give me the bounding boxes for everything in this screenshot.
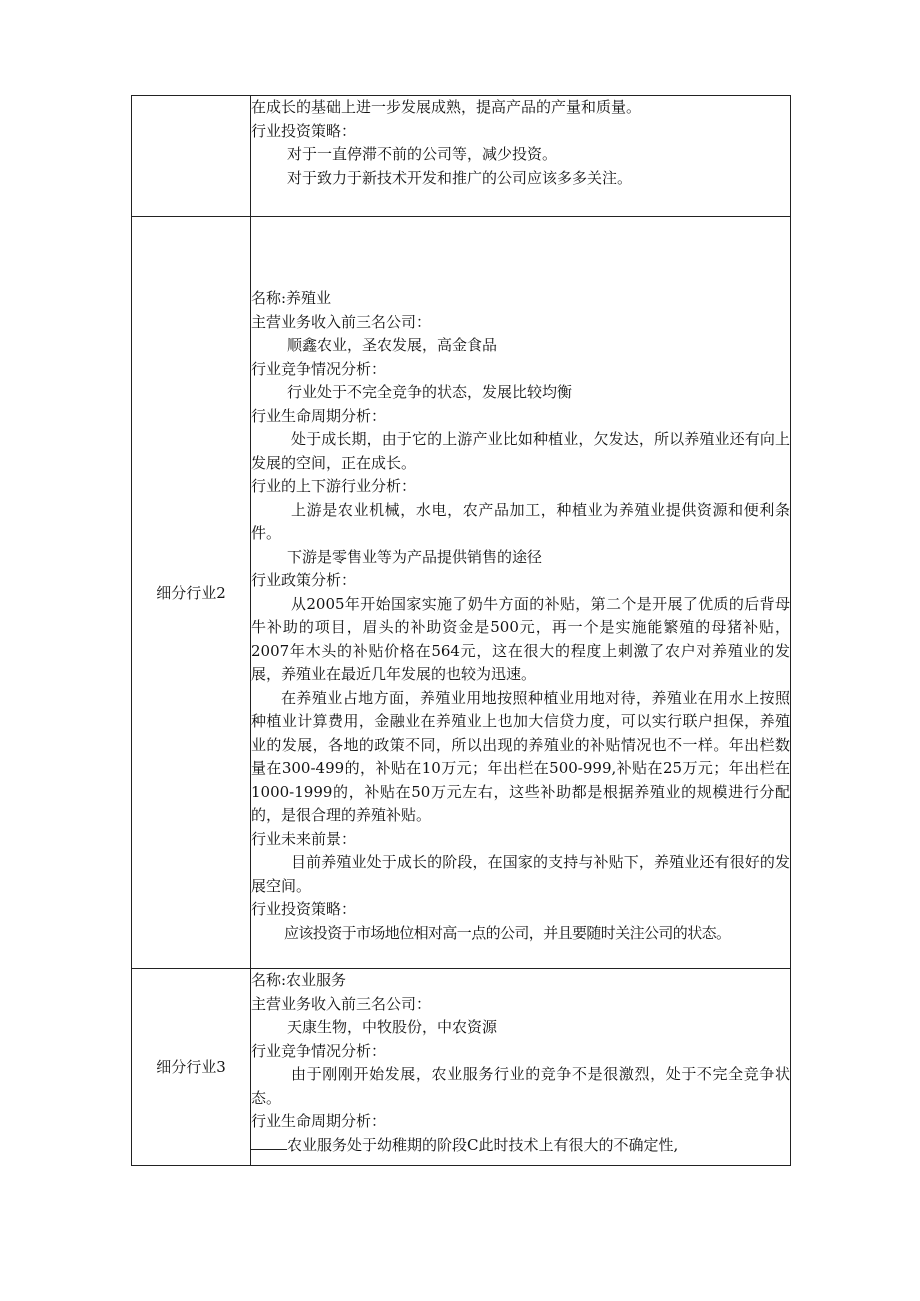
lifecycle-text: 农业服务处于幼稚期的阶段C此时技术上有很大的不确定性, xyxy=(287,1135,679,1154)
row-label-empty xyxy=(132,96,251,217)
industry-analysis-table xyxy=(131,95,791,1166)
section-heading: 行业未来前景： xyxy=(251,829,357,848)
section-heading: 行业生命周期分析： xyxy=(251,1112,387,1130)
section-heading: 行业竞争情况分析： xyxy=(251,359,387,378)
policy-text-1: 从2005年开始国家实施了奶牛方面的补贴，第二个是开展了优质的后背母牛补助的项目，眉头的补助资金是500元，再一个是实施能繁殖的母猪补贴，2007年木头的补贴价格在564元，这在很大的程度上刺激了农户对养殖业的发展，养殖业在最近几年发展的也较为迅速。 xyxy=(251,594,790,683)
upstream-text: 上游是农业机械，水电，农产品加工，种植业为养殖业提供资源和便利条件。 xyxy=(251,500,790,542)
table-row-continuation xyxy=(132,96,791,217)
section-heading: 主营业务收入前三名公司： xyxy=(251,312,432,331)
table-row-subindustry-3 xyxy=(132,969,791,1166)
section-heading: 行业投资策略： xyxy=(251,900,357,918)
section-heading: 行业竞争情况分析： xyxy=(251,1041,387,1060)
row-content-subindustry-2 xyxy=(251,217,791,969)
text-line: 对于致力于新技术开发和推广的公司应该多多关注。 xyxy=(287,168,633,187)
row-label-subindustry-3: 细分行业3 xyxy=(132,969,251,1166)
industry-name: 名称:农业服务 xyxy=(251,971,347,989)
competition-text: 行业处于不完全竞争的状态，发展比较均衡 xyxy=(287,383,573,401)
table-row-subindustry-2 xyxy=(132,217,791,969)
lifecycle-text: 处于成长期，由于它的上游产业比如种植业，欠发达，所以养殖业还有向上发展的空间，正在成长。 xyxy=(251,430,790,472)
top3-companies: 顺鑫农业，圣农发展，高金食品 xyxy=(287,336,498,354)
section-heading: 行业的上下游行业分析： xyxy=(251,477,417,495)
section-heading: 行业生命周期分析： xyxy=(251,406,387,425)
row-content-subindustry-3 xyxy=(251,969,791,1166)
future-text: 目前养殖业处于成长的阶段，在国家的支持与补贴下，养殖业还有很好的发展空间。 xyxy=(251,853,790,895)
section-heading: 行业政策分析： xyxy=(251,571,357,589)
row-content-continuation xyxy=(251,96,791,217)
strategy-text: 应该投资于市场地位相对高一点的公司，并且要随时关注公司的状态。 xyxy=(284,923,731,942)
text-line: 对于一直停滞不前的公司等，减少投资。 xyxy=(287,145,558,163)
text-line: 在成长的基础上进一步发展成熟，提高产品的产量和质量。 xyxy=(251,98,642,116)
policy-text-2: 在养殖业占地方面，养殖业用地按照种植业用地对待，养殖业在用水上按照种植业计算费用，金融业在养殖业上也加大信贷力度，可以实行联户担保，养殖业的发展，各地的政策不同，所以出现的养殖业的补贴情况也不一样。年出栏数量在300-499的，补贴在10万元；年出栏在500-999,补贴在25万元；年出栏在1000-1999的，补贴在50万元左右，这些补助都是根据养殖业的规模进行分配的，是很合理的养殖补贴。 xyxy=(251,688,790,824)
downstream-text: 下游是零售业等为产品提供销售的途径 xyxy=(287,547,543,566)
section-heading: 主营业务收入前三名公司： xyxy=(251,994,432,1013)
row-label-subindustry-2: 细分行业2 xyxy=(132,217,251,969)
section-heading: 行业投资策略： xyxy=(251,121,357,140)
industry-name: 名称:养殖业 xyxy=(251,289,332,307)
lifecycle-line xyxy=(251,1134,790,1158)
competition-text: 由于刚刚开始发展，农业服务行业的竞争不是很激烈，处于不完全竞争状态。 xyxy=(251,1065,790,1107)
top3-companies: 天康生物，中牧股份，中农资源 xyxy=(287,1018,498,1036)
fill-blank xyxy=(251,1135,287,1150)
